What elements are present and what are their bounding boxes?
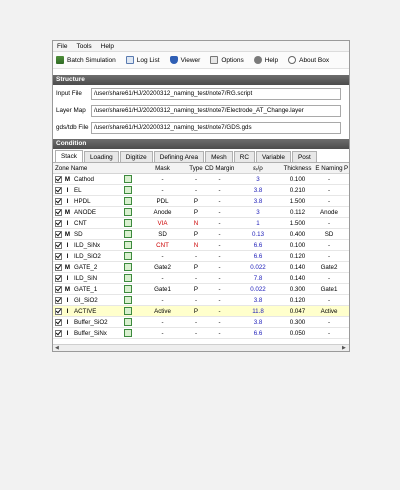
table-row[interactable] (53, 317, 349, 328)
type-cell[interactable]: N (193, 241, 199, 249)
log-list-label: Log List (136, 56, 160, 64)
table-row[interactable] (53, 306, 349, 317)
layer-kind: I (66, 197, 69, 205)
mask-cell[interactable]: - (161, 186, 164, 194)
edit-icon (124, 219, 132, 227)
mask-cell[interactable]: - (161, 274, 164, 282)
type-cell[interactable]: - (194, 274, 198, 282)
stack-table (53, 162, 349, 339)
type-cell[interactable]: - (194, 175, 198, 183)
thickness-cell[interactable]: 0.300 (289, 285, 306, 293)
edit-icon (124, 329, 132, 337)
zone-name: ILD_SiNx (74, 241, 101, 249)
row-enable-checkbox[interactable] (53, 187, 63, 194)
tab-variable[interactable]: Variable (256, 151, 291, 162)
layer-kind: I (66, 296, 69, 304)
e-naming-cell[interactable]: - (327, 197, 331, 205)
mask-cell[interactable]: VIA (157, 219, 168, 227)
main-window (52, 40, 350, 352)
checkmark-icon (55, 297, 62, 304)
zone-name: ACTIVE (74, 307, 97, 315)
thickness-cell[interactable]: 0.120 (289, 296, 306, 304)
row-enable-checkbox[interactable] (53, 330, 63, 337)
table-row[interactable] (53, 262, 349, 273)
table-row[interactable] (53, 229, 349, 240)
mask-cell[interactable]: - (161, 296, 164, 304)
mask-cell[interactable]: Active (154, 307, 171, 315)
mask-cell[interactable]: Anode (153, 208, 172, 216)
row-enable-checkbox[interactable] (53, 253, 63, 260)
zone-name: GI_SiO2 (74, 296, 98, 304)
type-cell[interactable]: N (193, 219, 199, 227)
layer-kind: M (64, 263, 71, 271)
layer-map-field[interactable]: /user/share61/HJ/20200312_naming_test/note7/Electrode_AT_Change.layer (91, 105, 341, 117)
options-icon (210, 56, 218, 64)
mask-cell[interactable]: - (161, 252, 164, 260)
batch-simulation-label: Batch Simulation (67, 56, 116, 64)
edit-button[interactable] (119, 208, 137, 216)
scroll-right-icon[interactable]: ▶ (342, 345, 346, 351)
cd-margin-cell[interactable]: - (218, 197, 221, 205)
tab-post[interactable]: Post (292, 151, 317, 162)
thickness-cell[interactable]: 0.300 (289, 318, 306, 326)
e-naming-cell[interactable]: - (327, 329, 331, 337)
table-row[interactable] (53, 218, 349, 229)
row-enable-checkbox[interactable] (53, 220, 63, 227)
checkmark-icon (55, 330, 62, 337)
edit-button[interactable] (119, 175, 137, 183)
help-bulb-icon (254, 56, 262, 64)
row-enable-checkbox[interactable] (53, 198, 63, 205)
col-cd-margin: CD Margin (204, 164, 235, 172)
tab-stack[interactable]: Stack (55, 150, 83, 162)
type-cell[interactable]: P (193, 263, 199, 271)
edit-button[interactable] (119, 230, 137, 238)
cd-margin-cell[interactable]: - (218, 208, 221, 216)
type-cell[interactable]: P (193, 208, 199, 216)
edit-button[interactable] (119, 329, 137, 337)
tab-mesh[interactable]: Mesh (205, 151, 233, 162)
eps-rho-cell[interactable]: 6.6 (253, 241, 263, 249)
col-mask: Mask (155, 164, 170, 172)
edit-button[interactable] (119, 219, 137, 227)
about-info-icon (288, 56, 296, 64)
checkmark-icon (55, 231, 62, 238)
layer-kind: I (66, 329, 69, 337)
layer-kind: I (66, 186, 69, 194)
viewer-button[interactable] (170, 56, 201, 64)
edit-icon (124, 208, 132, 216)
thickness-cell[interactable]: 0.100 (289, 175, 306, 183)
menu-file[interactable]: File (57, 42, 68, 50)
eps-rho-cell[interactable]: 1 (256, 219, 260, 227)
layer-kind: M (64, 285, 71, 293)
e-naming-cell[interactable]: Anode (320, 208, 338, 216)
eps-rho-cell[interactable]: 0.022 (250, 263, 266, 271)
col-thickness: Thickness (283, 164, 312, 172)
type-cell[interactable]: - (194, 296, 198, 304)
cd-margin-cell[interactable]: - (218, 296, 221, 304)
checkmark-icon (55, 209, 62, 216)
cd-margin-cell[interactable]: - (218, 230, 221, 238)
e-naming-cell[interactable]: - (327, 252, 331, 260)
checkmark-icon (55, 253, 62, 260)
eps-rho-cell[interactable]: 0.13 (251, 230, 265, 238)
thickness-cell[interactable]: 0.400 (289, 230, 306, 238)
batch-simulation-button[interactable] (56, 56, 116, 64)
e-naming-cell[interactable]: - (327, 186, 331, 194)
eps-rho-cell[interactable]: 6.6 (253, 252, 263, 260)
table-row[interactable] (53, 284, 349, 295)
input-file-row (53, 85, 349, 102)
cd-margin-cell[interactable]: - (218, 241, 221, 249)
eps-rho-cell[interactable]: 3 (256, 175, 260, 183)
col-p: P (344, 164, 349, 172)
col-zone-name: Zone Name (55, 164, 88, 172)
mask-cell[interactable]: - (161, 175, 164, 183)
type-cell[interactable]: - (194, 186, 198, 194)
edit-icon (124, 197, 132, 205)
edit-icon (124, 274, 132, 282)
mask-cell[interactable]: - (161, 329, 164, 337)
viewer-shield-icon (170, 56, 178, 64)
type-cell[interactable]: P (193, 197, 199, 205)
zone-name: Buffer_SiNx (74, 329, 107, 337)
zone-name: SD (74, 230, 83, 238)
table-row[interactable] (53, 328, 349, 339)
structure-section-header: Structure (53, 75, 349, 85)
options-button[interactable] (210, 56, 243, 64)
layer-kind: I (66, 219, 69, 227)
mask-cell[interactable]: CNT (156, 241, 169, 249)
eps-rho-cell[interactable]: 11.8 (252, 307, 264, 315)
table-row[interactable] (53, 240, 349, 251)
row-enable-checkbox[interactable] (53, 286, 63, 293)
options-label: Options (221, 56, 244, 64)
cd-margin-cell[interactable]: - (218, 307, 221, 315)
edit-button[interactable] (119, 252, 137, 260)
checkmark-icon (55, 187, 62, 194)
zone-name: ILD_SiN (74, 274, 98, 282)
input-file-label: Input File (56, 90, 82, 97)
edit-icon (124, 175, 132, 183)
table-row[interactable] (53, 196, 349, 207)
cd-margin-cell[interactable]: - (218, 285, 221, 293)
layer-kind: I (66, 318, 69, 326)
table-row[interactable] (53, 273, 349, 284)
col-e-naming: E Naming (315, 164, 343, 172)
type-cell[interactable]: - (194, 252, 198, 260)
table-header (53, 163, 349, 174)
edit-icon (124, 241, 132, 249)
row-enable-checkbox[interactable] (53, 308, 63, 315)
thickness-cell[interactable]: 0.140 (289, 274, 306, 282)
e-naming-cell[interactable]: - (327, 318, 331, 326)
gds-file-label: gds/tdb File (56, 124, 89, 131)
table-row[interactable] (53, 207, 349, 218)
edit-button[interactable] (119, 263, 137, 271)
e-naming-cell[interactable]: - (327, 296, 331, 304)
thickness-cell[interactable]: 0.050 (289, 329, 306, 337)
type-cell[interactable]: P (193, 285, 199, 293)
zone-name: ILD_SiO2 (74, 252, 101, 260)
zone-name: Cathod (74, 175, 94, 183)
condition-section-header: Condition (53, 139, 349, 149)
table-row[interactable] (53, 185, 349, 196)
row-enable-checkbox[interactable] (53, 297, 63, 304)
edit-icon (124, 186, 132, 194)
table-body (53, 174, 349, 339)
eps-rho-cell[interactable]: 3.8 (253, 296, 263, 304)
gds-file-field[interactable]: /user/share61/HJ/20200312_naming_test/note7/GDS.gds (91, 122, 341, 134)
layer-kind: M (64, 175, 71, 183)
edit-icon (124, 230, 132, 238)
mask-cell[interactable]: SD (158, 230, 167, 238)
e-naming-cell[interactable]: Gate1 (320, 285, 338, 293)
mask-cell[interactable]: Gate1 (154, 285, 171, 293)
log-list-button[interactable] (126, 56, 160, 64)
help-button[interactable] (254, 56, 278, 64)
cd-margin-cell[interactable]: - (218, 274, 221, 282)
help-label: Help (264, 56, 279, 64)
zone-name: CNT (74, 219, 87, 227)
checkmark-icon (55, 319, 62, 326)
tab-loading[interactable]: Loading (84, 151, 119, 162)
e-naming-cell[interactable]: SD (324, 230, 334, 238)
cd-margin-cell[interactable]: - (218, 329, 221, 337)
eps-rho-cell[interactable]: 3 (256, 208, 260, 216)
type-cell[interactable]: - (194, 329, 198, 337)
cd-margin-cell[interactable]: - (218, 219, 221, 227)
toolbar (53, 52, 349, 69)
thickness-cell[interactable]: 0.210 (289, 186, 306, 194)
edit-icon (124, 285, 132, 293)
edit-button[interactable] (119, 186, 137, 194)
layer-map-row (53, 102, 349, 119)
edit-button[interactable] (119, 318, 137, 326)
e-naming-cell[interactable]: - (327, 175, 331, 183)
cd-margin-cell[interactable]: - (218, 175, 221, 183)
type-cell[interactable]: - (194, 318, 198, 326)
e-naming-cell[interactable]: Active (320, 307, 338, 315)
e-naming-cell[interactable]: - (327, 241, 331, 249)
edit-icon (124, 318, 132, 326)
mask-cell[interactable]: PDL (156, 197, 169, 205)
edit-button[interactable] (119, 285, 137, 293)
e-naming-cell[interactable]: - (327, 274, 331, 282)
tab-digitize[interactable]: Digitize (120, 151, 153, 162)
thickness-cell[interactable]: 0.100 (289, 241, 306, 249)
layer-kind: M (64, 230, 71, 238)
checkmark-icon (55, 264, 62, 271)
menu-help[interactable]: Help (100, 42, 115, 50)
about-box-label: About Box (299, 56, 330, 64)
table-row[interactable] (53, 251, 349, 262)
mask-cell[interactable]: Gate2 (154, 263, 171, 271)
e-naming-cell[interactable]: Gate2 (320, 263, 338, 271)
tab-rc[interactable]: RC (234, 151, 255, 162)
checkmark-icon (55, 286, 62, 293)
condition-tabs (53, 150, 349, 162)
eps-rho-cell[interactable]: 3.8 (253, 186, 263, 194)
input-file-field[interactable]: /user/share61/HJ/20200312_naming_test/note7/RG.script (91, 88, 341, 100)
zone-name: HPDL (74, 197, 91, 205)
row-enable-checkbox[interactable] (53, 319, 63, 326)
table-row[interactable] (53, 295, 349, 306)
gds-file-row (53, 119, 349, 136)
thickness-cell[interactable]: 0.047 (289, 307, 306, 315)
layer-kind: I (66, 241, 69, 249)
edit-button[interactable] (119, 274, 137, 282)
edit-icon (124, 296, 132, 304)
edit-icon (124, 252, 132, 260)
row-enable-checkbox[interactable] (53, 275, 63, 282)
batch-simulation-icon (56, 56, 64, 64)
menu-tools[interactable]: Tools (76, 42, 92, 50)
mask-cell[interactable]: - (161, 318, 164, 326)
type-cell[interactable]: P (193, 230, 199, 238)
zone-name: GATE_2 (74, 263, 98, 271)
edit-button[interactable] (119, 307, 137, 315)
row-enable-checkbox[interactable] (53, 176, 63, 183)
eps-rho-cell[interactable]: 7.8 (253, 274, 263, 282)
about-box-button[interactable] (288, 56, 329, 64)
thickness-cell[interactable]: 1.500 (289, 197, 306, 205)
e-naming-cell[interactable]: - (327, 219, 331, 227)
checkmark-icon (55, 198, 62, 205)
edit-button[interactable] (119, 296, 137, 304)
zone-name: ANODE (74, 208, 97, 216)
checkmark-icon (55, 176, 62, 183)
layer-kind: I (66, 307, 69, 315)
table-row[interactable] (53, 174, 349, 185)
layer-kind: I (66, 252, 69, 260)
eps-rho-cell[interactable]: 0.022 (250, 285, 266, 293)
zone-name: Buffer_SiO2 (74, 318, 108, 326)
eps-rho-cell[interactable]: 6.6 (253, 329, 263, 337)
zone-name: EL (74, 186, 82, 194)
cd-margin-cell[interactable]: - (218, 186, 221, 194)
row-enable-checkbox[interactable] (53, 264, 63, 271)
row-enable-checkbox[interactable] (53, 242, 63, 249)
checkmark-icon (55, 308, 62, 315)
row-enable-checkbox[interactable] (53, 231, 63, 238)
edit-button[interactable] (119, 241, 137, 249)
col-eps-rho: εᵣ/ρ (253, 164, 263, 172)
tab-defining-area[interactable]: Defining Area (154, 151, 204, 162)
checkmark-icon (55, 220, 62, 227)
edit-button[interactable] (119, 197, 137, 205)
edit-icon (124, 307, 132, 315)
col-type: Type (189, 164, 203, 172)
layer-kind: I (66, 274, 69, 282)
cd-margin-cell[interactable]: - (218, 263, 221, 271)
edit-icon (124, 263, 132, 271)
horizontal-scrollbar[interactable] (53, 344, 349, 351)
layer-map-label: Layer Map (56, 107, 86, 114)
thickness-cell[interactable]: 0.140 (289, 263, 306, 271)
checkmark-icon (55, 275, 62, 282)
scroll-left-icon[interactable]: ◀ (55, 345, 59, 351)
cd-margin-cell[interactable]: - (218, 318, 221, 326)
row-enable-checkbox[interactable] (53, 209, 63, 216)
checkmark-icon (55, 242, 62, 249)
eps-rho-cell[interactable]: 3.8 (253, 318, 263, 326)
type-cell[interactable]: P (193, 307, 199, 315)
cd-margin-cell[interactable]: - (218, 252, 221, 260)
menu-bar (53, 41, 349, 52)
eps-rho-cell[interactable]: 3.8 (253, 197, 263, 205)
log-list-icon (126, 56, 134, 64)
viewer-label: Viewer (180, 56, 201, 64)
layer-kind: M (64, 208, 71, 216)
thickness-cell[interactable]: 1.500 (289, 219, 306, 227)
thickness-cell[interactable]: 0.112 (289, 208, 306, 216)
zone-name: GATE_1 (74, 285, 98, 293)
thickness-cell[interactable]: 0.120 (289, 252, 306, 260)
